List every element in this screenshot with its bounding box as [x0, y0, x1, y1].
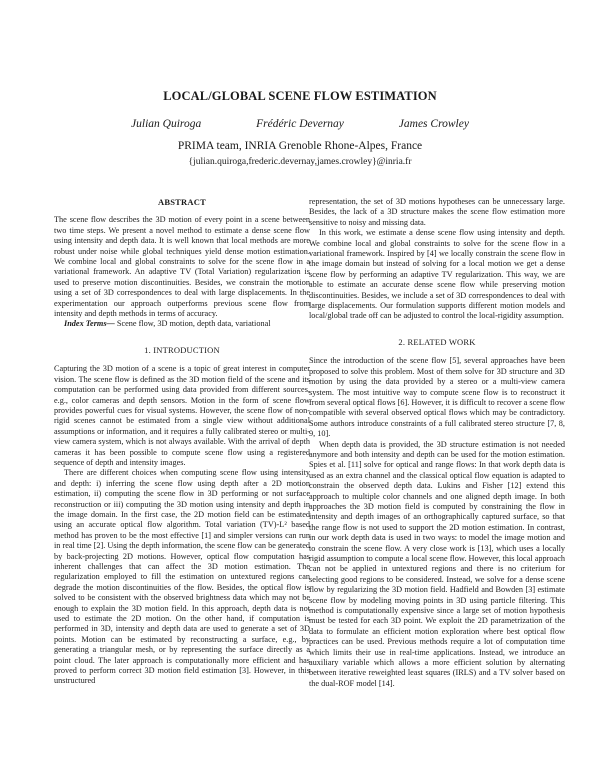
author-list: [0, 118, 600, 130]
affiliation: PRIMA team, INRIA Grenoble Rhone-Alpes, France: [177, 140, 423, 152]
left-column: [54, 197, 310, 687]
author-emails: {julian.quiroga,frederic.devernay,james.crowley}@inria.fr: [188, 157, 412, 167]
author-name: Julian Quiroga: [131, 118, 202, 130]
intro-paragraph-3: representation, the set of 3D motions hypotheses can be unnecessary large. Besides, the lack of a 3D structure makes the scene flow estimation more sensitive to noisy and missing data.: [309, 197, 565, 227]
paper-title: LOCAL/GLOBAL SCENE FLOW ESTIMATION: [163, 89, 437, 103]
index-terms-label: Index Terms—: [64, 319, 115, 329]
abstract-heading: ABSTRACT: [158, 197, 206, 207]
related-paragraph-1: Since the introduction of the scene flow [5], several approaches have been proposed to solve this problem. Most of them solve for 3D structure and 3D motion by using the data provided by a stereo or a multi-view camera system. The most intuitive way to compute scene flow is to reconstruct it from several optical flows [6]. However, it is difficult to recover a scene flow compatible with several observed optical flows which may be contradictory. Some authors introduce constraints of a full calibrated stereo structure [7, 8, 9, 10].: [309, 356, 565, 439]
abstract-text: The scene flow describes the 3D motion of every point in a scene between two time steps. We present a novel method to estimate a dense scene flow using intensity and depth data. It is well known that local methods are more robust under noise while global techniques yield dense motion estimation. We combine local and global constraints to solve for the scene flow in a variational framework. An adaptive TV (Total Variation) regularization is used to preserve motion discontinuities. Besides, we constrain the motion using a set of 3D correspondences to deal with large displacements. In the experimentation our approach outperforms previous scene flow from intensity and depth methods in terms of accuracy.: [54, 215, 310, 319]
index-terms: [54, 319, 310, 329]
intro-paragraph-4: In this work, we estimate a dense scene flow using intensity and depth. We combine local and global constraints to solve for the scene flow in a variational framework. Inspired by [4] we locally constrain the scene flow in the image domain but instead of solving for a local motion we get a dense scene flow by performing an adaptive TV regularization. This way, we are able to estimate an accurate dense scene flow while preserving motion discontinuities. Besides, we include a set of 3D correspondences to deal with large displacements. Our formulation supports different motion models and local/global trade off can be adjusted to control the local-rigidity assumption.: [309, 228, 565, 321]
right-column: [309, 197, 565, 689]
intro-paragraph-1: Capturing the 3D motion of a scene is a topic of great interest in computer vision. The scene flow is defined as the 3D motion field of the scene and its computation can be performed using data provided from different sources, e.g., color cameras and depth sensors. Motion in the form of scene flow provides powerful cues for visual systems. However, the scene flow of non-rigid scenes cannot be estimated from a single view without additional assumptions or information, and it requires a fully calibrated stereo or multi-view camera system, which is not always available. With the arrival of depth cameras it has been possible to compute scene flow using a registered sequence of depth and intensity images.: [54, 364, 310, 467]
related-paragraph-2: When depth data is provided, the 3D structure estimation is not needed anymore and both intensity and depth can be used for the motion estimation. Spies et al. [11] solve for optical and range flows: In that work depth data is used as an extra channel and the classical optical flow equation is adapted to constrain the observed depth data. Lukins and Fisher [12] extend this approach to multiple color channels and one aligned depth image. In both approaches the 3D motion field is computed by constraining the flow in intensity and depth images of an orthographically captured surface, so that the range flow is not used to support the 2D motion estimation. In contrast, in our work depth data is used in two ways: to model the image motion and to constrain the scene flow. A very close work is [13], which uses a locally rigid assumption to compute a local scene flow. However, this local approach can not be applied in untextured regions and there is no criterium for selecting good regions to be considered. Instead, we solve for a dense scene flow by regularizing the 3D motion field. Hadfield and Bowden [3] estimate scene flow by modeling moving points in 3D using particle filtering. This method is computationally expensive since a large set of motion hypothesis must be tested for each 3D point. We exploit the 2D parametrization of the data to formulate an efficient motion exploration where best optical flow practices can be used. Previous methods require a lot of computation time which limits their use in real-time applications. Instead, we introduce an auxiliary variable which allows a more efficient solution by alternating between iterative reweighted least squares (IRLS) and a TV solver based on the dual-ROF model [14].: [309, 439, 565, 688]
author-name: James Crowley: [398, 118, 469, 130]
section-heading-introduction: 1. INTRODUCTION: [144, 344, 220, 355]
index-terms-text: Scene flow, 3D motion, depth data, variational: [114, 319, 271, 329]
author-name: Frédéric Devernay: [256, 118, 344, 130]
section-heading-related-work: 2. RELATED WORK: [398, 336, 476, 347]
intro-paragraph-2: There are different choices when computing scene flow using intensity and depth: i) inferring the scene flow using depth after a 2D motion estimation, ii) computing the scene flow in 3D performing or not surface reconstruction or iii) computing the 3D motion using intensity and depth in the image domain. In the first case, the 2D motion field can be estimated using an accurate optical flow algorithm. Total variation (TV)-L² based method has proven to be the most effective [1] and simpler versions can run in real time [2]. Using the depth information, the scene flow can be generated by back-projecting 2D motions. However, optical flow computation has inherent challenges that can affect the 3D motion estimation. The regularization employed to fill the estimation on untextured regions can degrade the motion discontinuities of the flow. Besides, the optical flow is solved to be consistent with the observed brightness data which may not be enough to explain the 3D motion field. In this approach, depth data is not used to estimate the 2D motion. On the other hand, if computation is performed in 3D, intensity and depth data are used to generate a set of 3D points. Motion can be estimated by reconstructing a surface, e.g., by generating a triangular mesh, or by representing the surface directly as a point cloud. The later approach is computationally more efficient and has proved to perform correct 3D motion field estimation [3]. However, in this unstructured: [54, 468, 310, 686]
